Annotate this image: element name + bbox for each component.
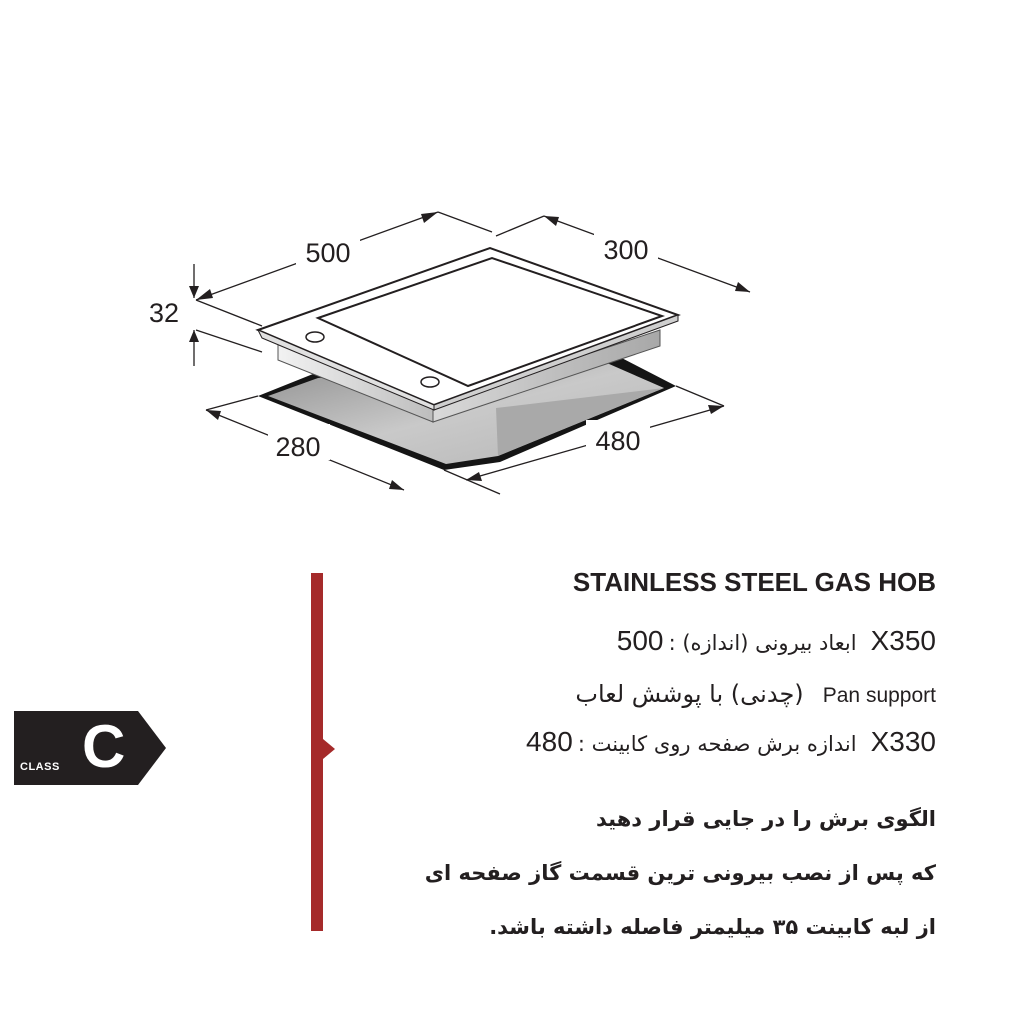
energy-class-letter: C bbox=[82, 713, 126, 780]
spec-value: Pan support bbox=[822, 684, 936, 707]
installation-note bbox=[416, 792, 936, 954]
note-line: از لبه کابینت ۳۵ میلیمتر فاصله داشته باشد. bbox=[489, 915, 936, 939]
spec-label: اندازه برش صفحه روی کابینت : bbox=[577, 732, 857, 756]
note-line: که پس از نصب بیرونی ترین قسمت گاز صفحه ای bbox=[424, 861, 936, 885]
energy-class-badge bbox=[14, 711, 166, 785]
accent-divider-notch bbox=[323, 739, 335, 759]
spec-label: (چدنی) با پوشش لعاب bbox=[575, 680, 804, 708]
spec-row-pan-support bbox=[575, 680, 936, 708]
spec-value: 500X350 bbox=[616, 625, 936, 656]
dimension-label: 480 bbox=[595, 426, 641, 456]
dimension-label: 280 bbox=[275, 432, 321, 462]
note-line: الگوی برش را در جایی قرار دهید bbox=[596, 807, 936, 831]
spec-row-cutout-size bbox=[526, 726, 936, 758]
spec-label: ابعاد بیرونی (اندازه) : bbox=[668, 631, 857, 655]
dimension-label: 300 bbox=[603, 235, 649, 265]
product-title: STAINLESS STEEL GAS HOB bbox=[572, 567, 936, 597]
energy-class-label: CLASS bbox=[20, 761, 60, 773]
spec-value: 480X330 bbox=[526, 726, 936, 757]
dimension-label: 32 bbox=[148, 298, 180, 328]
spec-row-outer-dimensions bbox=[617, 625, 936, 657]
dimension-32 bbox=[149, 264, 262, 366]
dimension-label: 500 bbox=[305, 238, 351, 268]
accent-divider bbox=[311, 573, 323, 931]
